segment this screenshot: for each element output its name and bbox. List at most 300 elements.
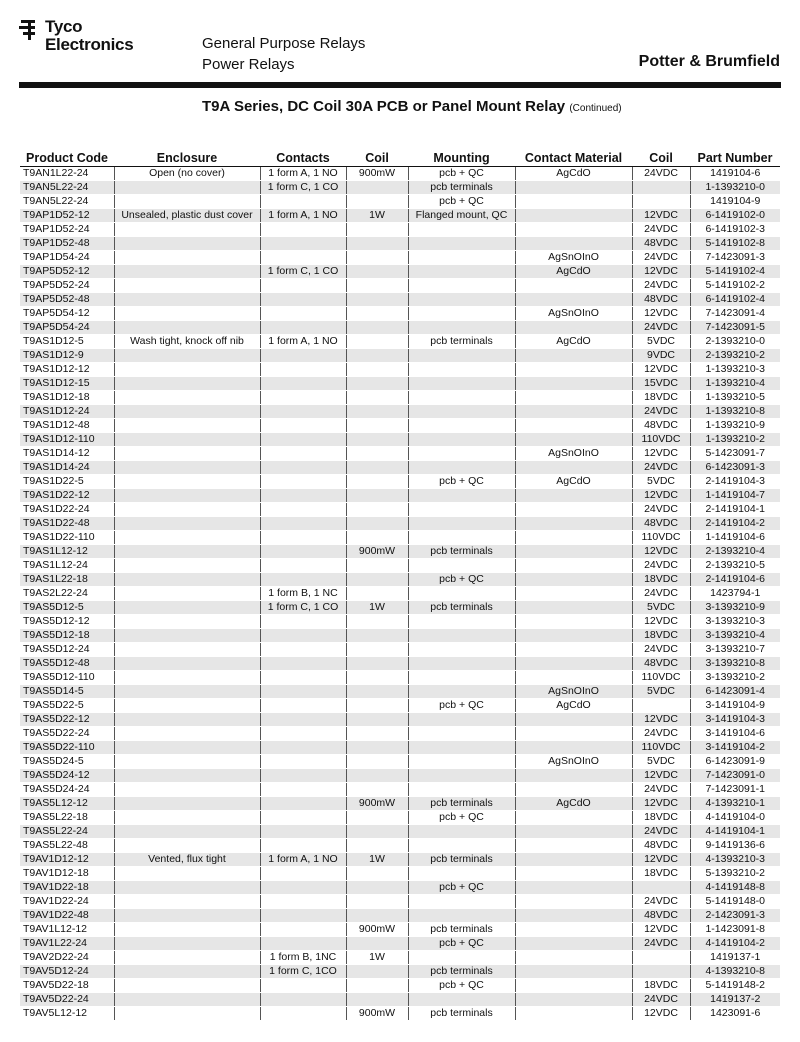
title-main: T9A Series, DC Coil 30A PCB or Panel Mount Relay [202,98,566,115]
part-number-cell: 1-1393210-9 [690,419,780,433]
coil-voltage-cell: 9VDC [632,349,690,363]
part-number-cell: 7-1423091-4 [690,307,780,321]
table-row [20,503,780,517]
coil-voltage-cell: 24VDC [632,321,690,335]
table-row [20,321,780,335]
contact-material-cell [515,993,632,1007]
product-code-cell: T9AS5D22-12 [20,713,114,727]
part-number-cell: 1423794-1 [690,587,780,601]
category-line-1: General Purpose Relays [202,35,366,52]
mounting-cell [408,377,515,391]
coil-voltage-cell: 5VDC [632,685,690,699]
product-code-cell: T9AV5D22-18 [20,979,114,993]
coil-voltage-cell: 110VDC [632,531,690,545]
mounting-cell [408,279,515,293]
contact-material-cell: AgCdO [515,167,632,181]
mounting-cell: pcb terminals [408,335,515,349]
product-code-cell: T9AS5D12-110 [20,671,114,685]
mounting-cell [408,867,515,881]
coil-voltage-cell: 12VDC [632,447,690,461]
mounting-cell [408,349,515,363]
category-line-2: Power Relays [202,56,295,73]
coil-voltage-cell: 12VDC [632,545,690,559]
contact-material-cell [515,629,632,643]
enclosure-cell [114,321,260,335]
mounting-cell [408,531,515,545]
table-row [20,825,780,839]
coil-cell [346,657,408,671]
contact-material-cell [515,769,632,783]
contact-material-cell [515,405,632,419]
table-row [20,573,780,587]
contact-material-cell [515,587,632,601]
contacts-cell: 1 form A, 1 NO [260,209,346,223]
contacts-cell: 1 form B, 1 NC [260,587,346,601]
table-row [20,405,780,419]
table-row [20,937,780,951]
product-code-cell: T9AS5L12-12 [20,797,114,811]
contact-material-cell [515,209,632,223]
coil-cell [346,573,408,587]
product-code-cell: T9AS5D12-24 [20,643,114,657]
enclosure-cell [114,307,260,321]
part-number-cell: 6-1423091-9 [690,755,780,769]
mounting-cell: pcb + QC [408,811,515,825]
part-number-cell: 4-1393210-1 [690,797,780,811]
part-number-cell: 5-1419148-0 [690,895,780,909]
contact-material-cell [515,741,632,755]
coil-cell [346,195,408,209]
coil-cell [346,643,408,657]
coil-voltage-cell: 24VDC [632,251,690,265]
coil-cell [346,363,408,377]
coil-cell [346,783,408,797]
part-number-cell: 2-1393210-5 [690,559,780,573]
enclosure-cell [114,783,260,797]
product-code-cell: T9AP5D54-12 [20,307,114,321]
contacts-cell [260,503,346,517]
contacts-cell [260,391,346,405]
contacts-cell [260,531,346,545]
coil-voltage-cell: 12VDC [632,923,690,937]
contact-material-cell [515,489,632,503]
table-row [20,895,780,909]
table-body [20,167,780,1021]
product-code-cell: T9AV1D22-48 [20,909,114,923]
contacts-cell [260,811,346,825]
part-number-cell: 4-1419148-8 [690,881,780,895]
mounting-cell: pcb terminals [408,797,515,811]
enclosure-cell [114,699,260,713]
product-code-cell: T9AS1D12-48 [20,419,114,433]
coil-voltage-cell: 12VDC [632,489,690,503]
coil-cell [346,741,408,755]
part-number-cell: 5-1423091-7 [690,447,780,461]
column-header-enclosure: Enclosure [114,151,260,167]
contacts-cell [260,643,346,657]
contact-material-cell [515,237,632,251]
category-heading [202,33,365,75]
contacts-cell: 1 form A, 1 NO [260,167,346,181]
contacts-cell [260,671,346,685]
mounting-cell: pcb + QC [408,573,515,587]
enclosure-cell [114,447,260,461]
contact-material-cell [515,937,632,951]
enclosure-cell [114,993,260,1007]
table-row [20,797,780,811]
product-code-cell: T9AP1D54-24 [20,251,114,265]
part-number-cell: 1-1423091-8 [690,923,780,937]
contact-material-cell: AgCdO [515,797,632,811]
part-number-cell: 3-1419104-6 [690,727,780,741]
part-number-cell: 6-1423091-4 [690,685,780,699]
coil-voltage-cell: 24VDC [632,405,690,419]
table-row [20,293,780,307]
product-code-cell: T9AV1L22-24 [20,937,114,951]
mounting-cell [408,839,515,853]
coil-cell: 1W [346,601,408,615]
table-row [20,349,780,363]
part-number-cell: 1-1393210-2 [690,433,780,447]
enclosure-cell [114,545,260,559]
enclosure-cell [114,811,260,825]
enclosure-cell [114,405,260,419]
mounting-cell [408,237,515,251]
contacts-cell [260,251,346,265]
contacts-cell: 1 form A, 1 NO [260,853,346,867]
contacts-cell [260,237,346,251]
table-row [20,951,780,965]
table-row [20,629,780,643]
product-code-cell: T9AS5L22-48 [20,839,114,853]
contacts-cell [260,713,346,727]
coil-voltage-cell: 24VDC [632,783,690,797]
contacts-cell [260,769,346,783]
contacts-cell [260,307,346,321]
contacts-cell [260,195,346,209]
coil-voltage-cell: 24VDC [632,461,690,475]
mounting-cell: pcb terminals [408,853,515,867]
contacts-cell [260,937,346,951]
coil-cell [346,839,408,853]
contact-material-cell [515,321,632,335]
contact-material-cell [515,503,632,517]
enclosure-cell [114,559,260,573]
product-code-cell: T9AS5D12-48 [20,657,114,671]
table-row [20,755,780,769]
part-number-cell: 1-1393210-3 [690,363,780,377]
table-row [20,993,780,1007]
coil-voltage-cell: 24VDC [632,937,690,951]
part-number-cell: 4-1419104-2 [690,937,780,951]
product-code-cell: T9AN5L22-24 [20,181,114,195]
enclosure-cell [114,657,260,671]
product-code-cell: T9AS5D22-110 [20,741,114,755]
table-row [20,391,780,405]
contacts-cell [260,293,346,307]
contact-material-cell [515,195,632,209]
contact-material-cell [515,909,632,923]
enclosure-cell [114,587,260,601]
table-row [20,741,780,755]
coil-voltage-cell: 18VDC [632,573,690,587]
coil-cell [346,181,408,195]
coil-voltage-cell: 15VDC [632,377,690,391]
coil-cell [346,489,408,503]
contacts-cell [260,629,346,643]
coil-voltage-cell: 5VDC [632,335,690,349]
contact-material-cell [515,615,632,629]
part-number-cell: 1-1419104-7 [690,489,780,503]
contacts-cell [260,349,346,363]
mounting-cell [408,251,515,265]
contacts-cell [260,741,346,755]
enclosure-cell [114,223,260,237]
part-number-cell: 7-1423091-3 [690,251,780,265]
column-header-coil: Coil [346,151,408,167]
coil-cell [346,881,408,895]
column-header-mounting: Mounting [408,151,515,167]
coil-cell [346,531,408,545]
table-row [20,517,780,531]
table-row [20,867,780,881]
mounting-cell [408,629,515,643]
contact-material-cell: AgSnOInO [515,251,632,265]
coil-cell [346,937,408,951]
coil-cell [346,755,408,769]
part-number-cell: 2-1419104-2 [690,517,780,531]
contacts-cell [260,615,346,629]
product-code-cell: T9AS5D22-24 [20,727,114,741]
contact-material-cell [515,657,632,671]
product-code-cell: T9AP5D52-48 [20,293,114,307]
coil-voltage-cell: 18VDC [632,979,690,993]
table-row [20,223,780,237]
contacts-cell [260,797,346,811]
product-code-cell: T9AS5D12-18 [20,629,114,643]
table-row [20,279,780,293]
table-row [20,559,780,573]
coil-cell [346,517,408,531]
contact-material-cell: AgCdO [515,475,632,489]
mounting-cell [408,727,515,741]
coil-voltage-cell: 18VDC [632,629,690,643]
part-number-cell: 4-1393210-8 [690,965,780,979]
contacts-cell [260,909,346,923]
coil-cell [346,909,408,923]
contact-material-cell [515,293,632,307]
product-code-cell: T9AS1D22-24 [20,503,114,517]
enclosure-cell: Unsealed, plastic dust cover [114,209,260,223]
contact-material-cell [515,643,632,657]
table-row [20,335,780,349]
coil-voltage-cell: 18VDC [632,811,690,825]
contact-material-cell [515,825,632,839]
coil-voltage-cell [632,195,690,209]
coil-cell [346,629,408,643]
mounting-cell: pcb terminals [408,965,515,979]
table-row [20,419,780,433]
coil-voltage-cell: 12VDC [632,363,690,377]
table-row [20,685,780,699]
part-number-cell: 7-1423091-5 [690,321,780,335]
contact-material-cell [515,713,632,727]
enclosure-cell [114,951,260,965]
table-row [20,615,780,629]
part-number-cell: 5-1419102-2 [690,279,780,293]
enclosure-cell [114,349,260,363]
mounting-cell [408,503,515,517]
product-code-cell: T9AP1D52-24 [20,223,114,237]
coil-voltage-cell [632,181,690,195]
part-number-cell: 1-1393210-8 [690,405,780,419]
table-row [20,923,780,937]
part-number-cell: 2-1393210-4 [690,545,780,559]
part-number-cell: 9-1419136-6 [690,839,780,853]
mounting-cell [408,293,515,307]
table-row [20,195,780,209]
product-code-cell: T9AS1D12-18 [20,391,114,405]
enclosure-cell [114,979,260,993]
contacts-cell: 1 form A, 1 NO [260,335,346,349]
contact-material-cell [515,279,632,293]
mounting-cell [408,391,515,405]
coil-voltage-cell: 24VDC [632,993,690,1007]
coil-voltage-cell: 24VDC [632,587,690,601]
coil-cell [346,293,408,307]
table-row [20,853,780,867]
mounting-cell [408,517,515,531]
coil-voltage-cell: 12VDC [632,615,690,629]
table-row [20,881,780,895]
part-number-cell: 3-1393210-7 [690,643,780,657]
coil-voltage-cell: 24VDC [632,825,690,839]
contact-material-cell [515,867,632,881]
coil-cell: 900mW [346,545,408,559]
contact-material-cell [515,559,632,573]
mounting-cell: pcb terminals [408,923,515,937]
table-row [20,601,780,615]
mounting-cell: pcb + QC [408,475,515,489]
part-number-cell: 1423091-6 [690,1007,780,1021]
mounting-cell [408,657,515,671]
coil-voltage-cell: 12VDC [632,307,690,321]
enclosure-cell [114,867,260,881]
table-row [20,783,780,797]
product-code-cell: T9AS1D12-110 [20,433,114,447]
coil-voltage-cell: 12VDC [632,769,690,783]
coil-cell [346,979,408,993]
part-number-cell: 4-1419104-0 [690,811,780,825]
product-code-cell: T9AS5D14-5 [20,685,114,699]
coil-cell [346,447,408,461]
coil-voltage-cell [632,881,690,895]
brand-name: Potter & Brumfield [638,53,780,70]
contact-material-cell [515,419,632,433]
product-code-cell: T9AS1D12-9 [20,349,114,363]
tyco-te-logo-icon [19,20,41,42]
product-code-cell: T9AS5D22-5 [20,699,114,713]
product-code-cell: T9AS1D12-15 [20,377,114,391]
contacts-cell [260,881,346,895]
contact-material-cell [515,895,632,909]
table-row [20,209,780,223]
table-row [20,461,780,475]
contacts-cell [260,517,346,531]
part-number-cell: 1419104-9 [690,195,780,209]
coil-voltage-cell: 5VDC [632,601,690,615]
part-number-cell: 1-1393210-0 [690,181,780,195]
product-code-cell: T9AV5L12-12 [20,1007,114,1021]
coil-voltage-cell: 18VDC [632,867,690,881]
column-header-contacts: Contacts [260,151,346,167]
contact-material-cell [515,363,632,377]
contacts-cell [260,755,346,769]
table-row [20,727,780,741]
contacts-cell [260,727,346,741]
product-code-cell: T9AS1D12-24 [20,405,114,419]
coil-cell [346,671,408,685]
enclosure-cell [114,643,260,657]
contact-material-cell: AgSnOInO [515,755,632,769]
header-rule [19,82,781,88]
contacts-cell [260,461,346,475]
coil-voltage-cell: 24VDC [632,167,690,181]
coil-cell [346,461,408,475]
part-number-cell: 1419137-1 [690,951,780,965]
enclosure-cell [114,713,260,727]
part-number-cell: 6-1423091-3 [690,461,780,475]
enclosure-cell [114,923,260,937]
product-code-cell: T9AP5D54-24 [20,321,114,335]
mounting-cell [408,671,515,685]
enclosure-cell [114,1007,260,1021]
contacts-cell [260,489,346,503]
coil-cell [346,335,408,349]
coil-cell: 900mW [346,797,408,811]
mounting-cell [408,461,515,475]
page-title [202,98,622,115]
contacts-cell [260,1007,346,1021]
part-number-cell: 3-1419104-3 [690,713,780,727]
column-header-contact-material: Contact Material [515,151,632,167]
enclosure-cell [114,797,260,811]
contact-material-cell [515,979,632,993]
coil-cell [346,251,408,265]
enclosure-cell: Wash tight, knock off nib [114,335,260,349]
product-code-cell: T9AV5D22-24 [20,993,114,1007]
contacts-cell [260,279,346,293]
coil-cell: 1W [346,951,408,965]
title-continued: (Continued) [569,103,622,114]
contact-material-cell: AgCdO [515,265,632,279]
coil-cell [346,377,408,391]
enclosure-cell [114,181,260,195]
contact-material-cell [515,881,632,895]
contact-material-cell: AgSnOInO [515,307,632,321]
contacts-cell [260,839,346,853]
mounting-cell [408,307,515,321]
enclosure-cell: Open (no cover) [114,167,260,181]
enclosure-cell [114,909,260,923]
product-code-cell: T9AV5D12-24 [20,965,114,979]
contacts-cell [260,895,346,909]
logo-line-1: Tyco [45,17,83,36]
coil-voltage-cell: 5VDC [632,475,690,489]
coil-cell [346,965,408,979]
mounting-cell [408,447,515,461]
table-row [20,489,780,503]
